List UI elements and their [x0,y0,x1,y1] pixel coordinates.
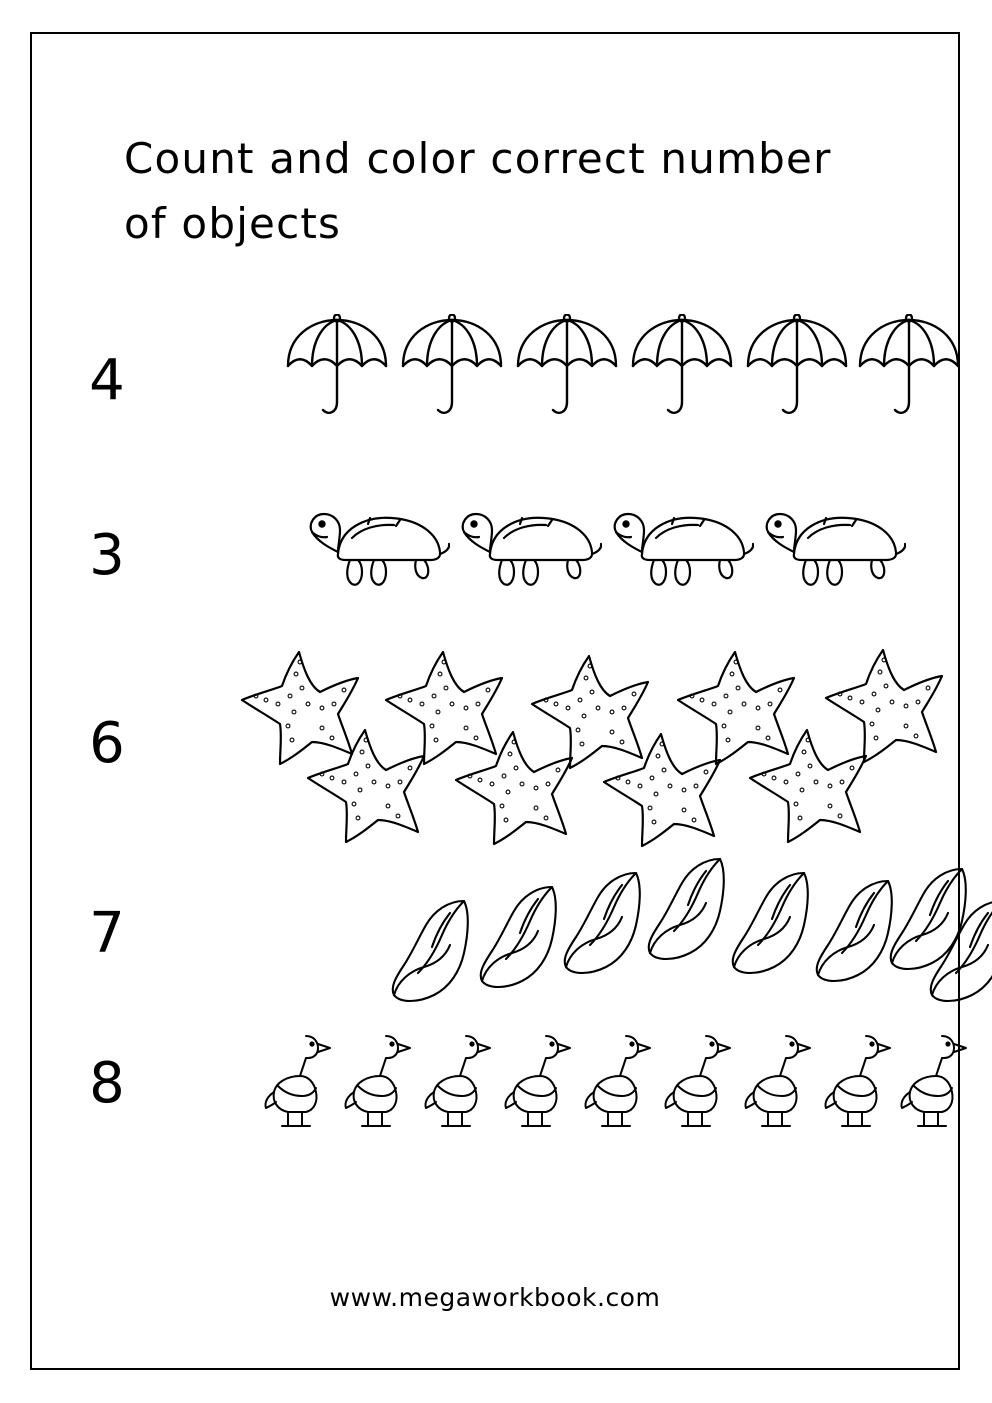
worksheet-page [30,32,960,1370]
object-group-umbrella[interactable] [182,286,958,476]
turtle-icon[interactable] [300,494,450,594]
umbrella-icon[interactable] [397,314,507,424]
starfish-icon[interactable] [300,724,430,846]
bird-icon[interactable] [342,1030,412,1134]
umbrella-icon[interactable] [742,314,852,424]
umbrella-icon[interactable] [512,314,622,424]
turtle-icon[interactable] [756,494,906,594]
bird-icon[interactable] [582,1030,652,1134]
bird-icon[interactable] [822,1030,892,1134]
row-numeral: 7 [89,900,125,966]
row-numeral: 3 [89,523,125,588]
row-numeral: 8 [89,1050,125,1116]
object-group-starfish[interactable] [182,636,958,851]
starfish-icon[interactable] [448,726,578,848]
object-group-turtle[interactable] [182,476,958,636]
page-title: Count and color correct number of objects [124,134,832,249]
bird-icon[interactable] [742,1030,812,1134]
exercise-row[interactable] [32,636,958,851]
turtle-icon[interactable] [452,494,602,594]
bird-icon[interactable] [898,1030,968,1134]
umbrella-icon[interactable] [627,314,737,424]
exercise-rows [32,286,958,1151]
umbrella-icon[interactable] [854,314,964,424]
seashell-icon[interactable] [472,881,564,993]
seashell-icon[interactable] [640,853,732,965]
row-numeral: 6 [89,710,125,776]
exercise-row[interactable] [32,1016,958,1151]
bird-icon[interactable] [262,1030,332,1134]
umbrella-icon[interactable] [282,314,392,424]
exercise-row[interactable] [32,286,958,476]
footer-website: www.megaworkbook.com [329,1283,661,1312]
exercise-row[interactable] [32,851,958,1016]
exercise-row[interactable] [32,476,958,636]
seashell-icon[interactable] [556,867,648,979]
starfish-icon[interactable] [596,728,726,850]
seashell-icon[interactable] [724,867,816,979]
object-group-seashell[interactable] [182,851,958,1016]
object-group-bird[interactable] [182,1016,958,1151]
row-numeral: 4 [89,348,125,413]
starfish-icon[interactable] [742,724,872,846]
turtle-icon[interactable] [604,494,754,594]
bird-icon[interactable] [422,1030,492,1134]
seashell-icon[interactable] [922,895,992,1007]
seashell-icon[interactable] [384,895,476,1007]
bird-icon[interactable] [662,1030,732,1134]
bird-icon[interactable] [502,1030,572,1134]
